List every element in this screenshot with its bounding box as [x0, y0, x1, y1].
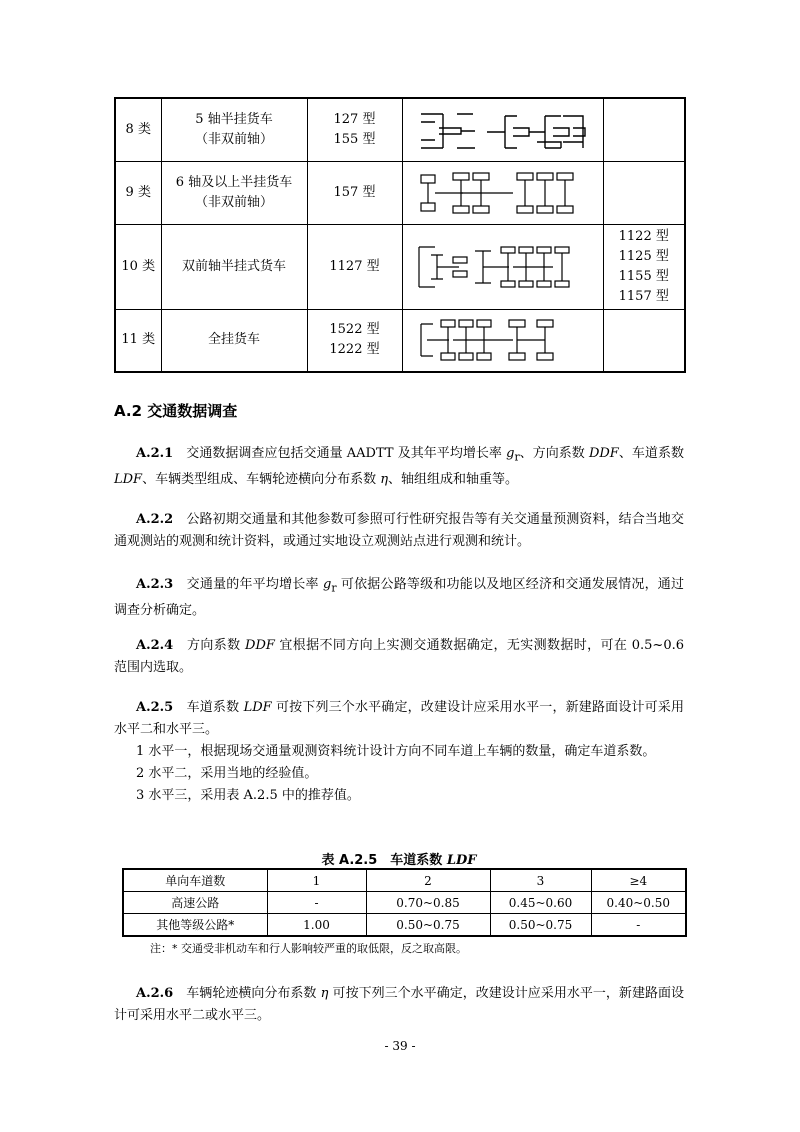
symbol-eta: η: [380, 471, 389, 487]
paragraph-a23: [114, 574, 684, 622]
axle-diagram-cell: [402, 161, 603, 224]
clause-number: A.2.1: [136, 446, 174, 461]
header-cell: 单向车道数: [123, 869, 267, 892]
vehicle-types-cell: [307, 161, 402, 224]
table-row: [123, 892, 686, 914]
extra-types-cell: [603, 309, 685, 372]
table-caption-symbol: LDF: [446, 853, 477, 868]
clause-number: A.2.5: [136, 700, 174, 715]
vehicle-desc-line: 全挂货车: [207, 332, 260, 348]
table-cell: 0.50~0.75: [490, 914, 591, 937]
table-cell: 0.40~0.50: [591, 892, 686, 914]
vehicle-type-line: 1222 型: [329, 342, 380, 358]
page-number: - 39 -: [384, 1039, 416, 1053]
clause-text: 宜根据不同方向上实测交通数据确定，无实测数据时，可在 0.5~0.6 范围内选取。: [114, 638, 684, 675]
vehicle-types-cell: [307, 98, 402, 161]
symbol-g-subscript: r: [514, 450, 520, 464]
vehicle-class-cell: 10 类: [115, 224, 161, 309]
clause-text: 方向系数: [187, 638, 246, 653]
table-caption-text: 表 A.2.5 车道系数: [321, 853, 447, 868]
vehicle-type-line: 1127 型: [329, 258, 380, 274]
table-cell: 0.45~0.60: [490, 892, 591, 914]
symbol-g: g: [506, 446, 515, 461]
table-header-row: [123, 869, 686, 892]
clause-text: 交通数据调查应包括交通量 AADTT 及其年平均增长率: [186, 446, 507, 461]
table-cell: 其他等级公路*: [123, 914, 267, 937]
extra-type-line: 1122 型: [618, 228, 669, 244]
paragraph-a25: [114, 697, 684, 807]
table-row: [115, 98, 685, 161]
symbol-eta: η: [320, 986, 329, 1001]
clause-text: 公路初期交通量和其他参数可参照可行性研究报告等有关交通量预测资料，结合当地交通观测站的观测和统计资料，或通过实地设立观测站点进行观测和统计。: [114, 512, 684, 549]
axle-diagram-cell: [402, 309, 603, 372]
symbol-g-subscript: r: [331, 581, 337, 595]
vehicle-types-cell: [307, 309, 402, 372]
vehicle-type-line: 155 型: [333, 131, 376, 147]
symbol-g: g: [323, 577, 332, 592]
paragraph-a26: [114, 983, 684, 1027]
clause-number: A.2.2: [136, 512, 174, 527]
symbol-ddf: DDF: [245, 638, 275, 653]
table-cell: 0.70~0.85: [366, 892, 490, 914]
clause-text: 车辆轮迹横向分布系数: [186, 986, 321, 1001]
clause-text: 交通量的年平均增长率: [186, 577, 324, 592]
vehicle-type-line: 1522 型: [329, 322, 380, 338]
vehicle-class-cell: 11 类: [115, 309, 161, 372]
table-cell: 0.50~0.75: [366, 914, 490, 937]
clause-number: A.2.3: [136, 577, 174, 592]
clause-text: 可按下列三个水平确定，改建设计应采用水平一，新建路面设计可采用水平二和水平三。: [114, 700, 684, 737]
paragraph-a24: [114, 635, 684, 679]
axle-diagram-class10: [413, 239, 593, 295]
list-item: 2 水平二，采用当地的经验值。: [136, 766, 318, 781]
table-row: [123, 914, 686, 937]
header-cell: ≥4: [591, 869, 686, 892]
clause-text: 可依据公路等级和功能以及地区经济和交通发展情况，通过调查分析确定。: [114, 577, 684, 618]
vehicle-desc-line: （非双前轴）: [194, 194, 273, 210]
clause-text: 可按下列三个水平确定，改建设计应采用水平一，新建路面设计可采用水平二或水平三。: [114, 986, 684, 1023]
vehicle-type-line: 127 型: [333, 111, 376, 127]
vehicle-desc-cell: [161, 98, 307, 161]
axle-diagram-cell: [402, 224, 603, 309]
ldf-table: [122, 868, 687, 937]
table-row: [115, 309, 685, 372]
vehicle-type-line: 157 型: [333, 184, 376, 200]
vehicle-class-table: [114, 97, 686, 373]
vehicle-desc-line: 5 轴半挂货车: [195, 111, 273, 127]
extra-types-cell: [603, 224, 685, 309]
symbol-ldf: LDF: [243, 700, 272, 715]
vehicle-desc-cell: [161, 161, 307, 224]
extra-type-line: 1155 型: [618, 268, 669, 284]
clause-text: 、轴组组成和轴重等。: [388, 471, 519, 487]
axle-diagram-class9: [413, 167, 593, 219]
table-row: [115, 224, 685, 309]
vehicle-desc-cell: [161, 309, 307, 372]
section-heading: A.2 交通数据调查: [114, 402, 238, 420]
symbol-ddf: DDF: [588, 446, 619, 461]
extra-types-cell: [603, 98, 685, 161]
table-caption: [114, 849, 684, 868]
clause-text: 、车道系数: [618, 446, 684, 461]
paragraph-a22: [114, 509, 684, 553]
symbol-ldf: LDF: [114, 471, 143, 487]
list-item: 1 水平一，根据现场交通量观测资料统计设计方向不同车道上车辆的数量，确定车道系数。: [136, 744, 656, 759]
vehicle-desc-line: 6 轴及以上半挂货车: [175, 174, 293, 190]
vehicle-desc-line: （非双前轴）: [194, 131, 273, 147]
axle-diagram-class11: [413, 314, 593, 366]
header-cell: 1: [267, 869, 366, 892]
vehicle-desc-cell: [161, 224, 307, 309]
extra-types-cell: [603, 161, 685, 224]
vehicle-types-cell: [307, 224, 402, 309]
clause-text: 、方向系数: [519, 446, 589, 461]
paragraph-a21: [114, 443, 684, 491]
table-row: [115, 161, 685, 224]
table-cell: 高速公路: [123, 892, 267, 914]
header-cell: 2: [366, 869, 490, 892]
clause-text: 、车辆类型组成、车辆轮迹横向分布系数: [142, 471, 381, 487]
header-cell: 3: [490, 869, 591, 892]
vehicle-class-cell: 8 类: [115, 98, 161, 161]
extra-type-line: 1125 型: [618, 248, 669, 264]
vehicle-class-cell: 9 类: [115, 161, 161, 224]
table-cell: -: [591, 914, 686, 937]
extra-type-line: 1157 型: [618, 288, 669, 304]
table-note: 注：* 交通受非机动车和行人影响较严重的取低限，反之取高限。: [150, 942, 467, 955]
axle-diagram-class8: [413, 104, 593, 156]
table-cell: -: [267, 892, 366, 914]
list-item: 3 水平三，采用表 A.2.5 中的推荐值。: [136, 788, 360, 803]
clause-number: A.2.4: [136, 638, 174, 653]
axle-diagram-cell: [402, 98, 603, 161]
table-cell: 1.00: [267, 914, 366, 937]
vehicle-desc-line: 双前轴半挂式货车: [181, 258, 286, 274]
clause-number: A.2.6: [136, 986, 174, 1001]
clause-text: 车道系数: [186, 700, 244, 715]
